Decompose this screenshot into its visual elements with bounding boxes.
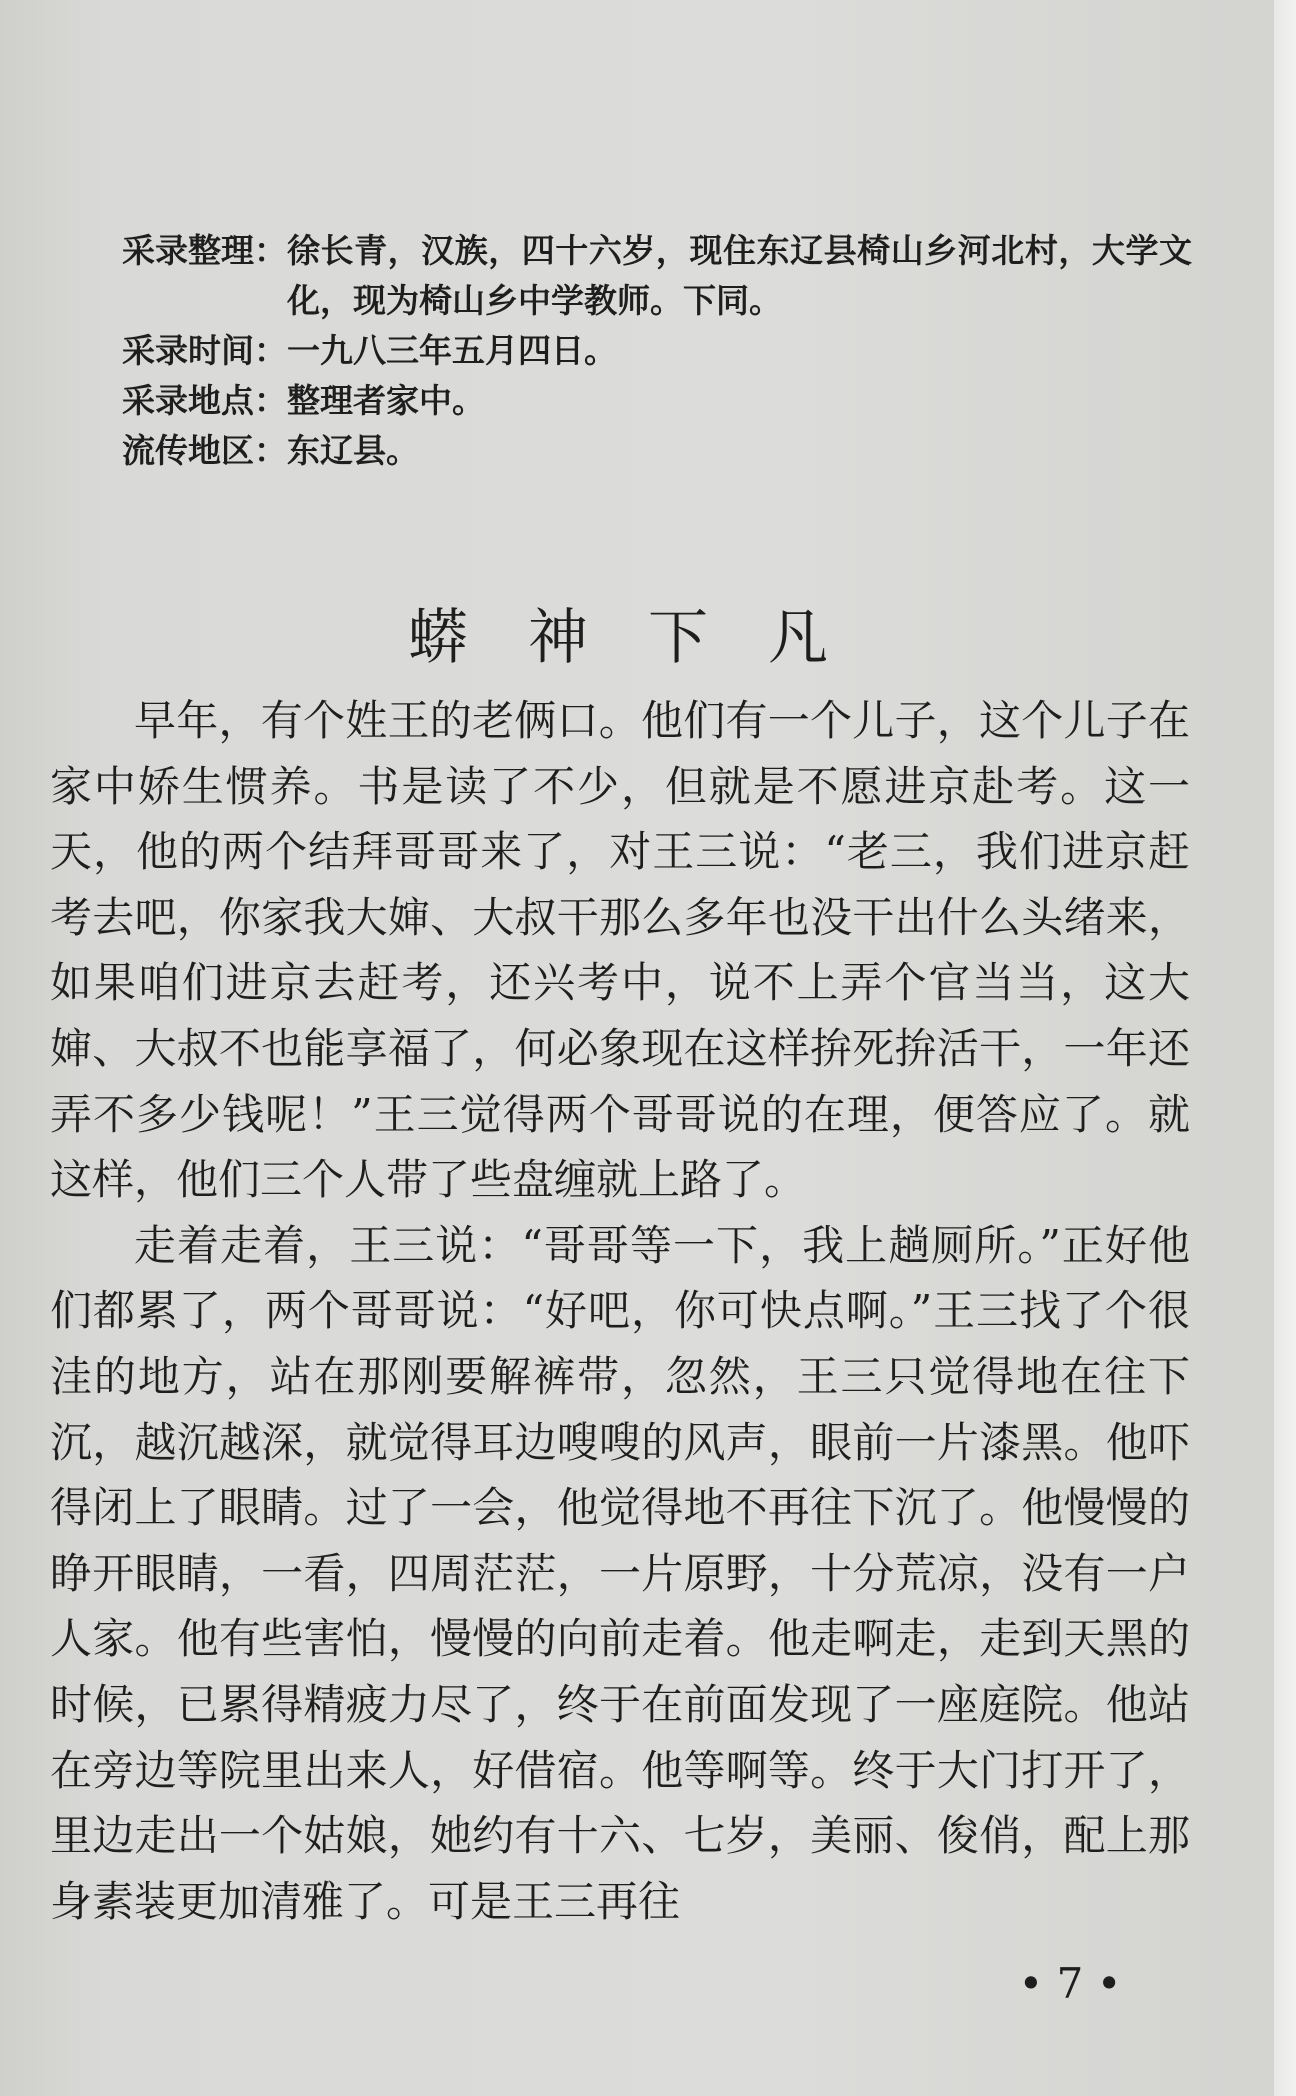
meta-label: 流传地区：: [122, 431, 287, 470]
meta-row-region: [122, 426, 1192, 476]
story-body: [50, 688, 1190, 1934]
story-title: 蟒神下凡: [408, 603, 888, 674]
meta-row-place: [122, 376, 1192, 426]
meta-row-collector: [122, 226, 1192, 326]
meta-row-time: [122, 326, 1192, 376]
page-edge: [1274, 0, 1296, 2096]
meta-value: 徐长青，汉族，四十六岁，现住东辽县椅山乡河北村，大学文化，现为椅山乡中学教师。下同。: [287, 231, 1192, 320]
meta-label: 采录地点：: [122, 381, 287, 420]
meta-value: 东辽县。: [287, 431, 419, 470]
meta-value: 一九八三年五月四日。: [287, 331, 617, 370]
meta-label: 采录时间：: [122, 331, 287, 370]
story-paragraph: 早年，有个姓王的老俩口。他们有一个儿子，这个儿子在家中娇生惯养。书是读了不少，但就是不愿进京赴考。这一天，他的两个结拜哥哥来了，对王三说：“老三，我们进京赶考去吧，你家我大婶、大叔干那么多年也没干出什么头绪来，如果咱们进京去赶考，还兴考中，说不上弄个官当当，这大婶、大叔不也能享福了，何必象现在这样拚死拚活干，一年还弄不多少钱呢！”王三觉得两个哥哥说的在理，便答应了。就这样，他们三个人带了些盘缠就上路了。: [50, 696, 1190, 1205]
story-paragraph: 走着走着，王三说：“哥哥等一下，我上趟厕所。”正好他们都累了，两个哥哥说：“好吧，你可快点啊。”王三找了个很洼的地方，站在那刚要解裤带，忽然，王三只觉得地在往下沉，越沉越深，就觉得耳边嗖嗖的风声，眼前一片漆黑。他吓得闭上了眼睛。过了一会，他觉得地不再往下沉了。他慢慢的睁开眼睛，一看，四周茫茫，一片原野，十分荒凉，没有一户人家。他有些害怕，慢慢的向前走着。他走啊走，走到天黑的时候，已累得精疲力尽了，终于在前面发现了一座庭院。他站在旁边等院里出来人，好借宿。他等啊等。终于大门打开了，里边走出一个姑娘，她约有十六、七岁，美丽、俊俏，配上那身素装更加清雅了。可是王三再往: [50, 1220, 1190, 1926]
meta-label: 采录整理：: [122, 231, 287, 270]
collection-metadata: [122, 226, 1192, 476]
page-number: • 7 •: [1018, 1959, 1122, 2008]
meta-value: 整理者家中。: [287, 381, 485, 420]
